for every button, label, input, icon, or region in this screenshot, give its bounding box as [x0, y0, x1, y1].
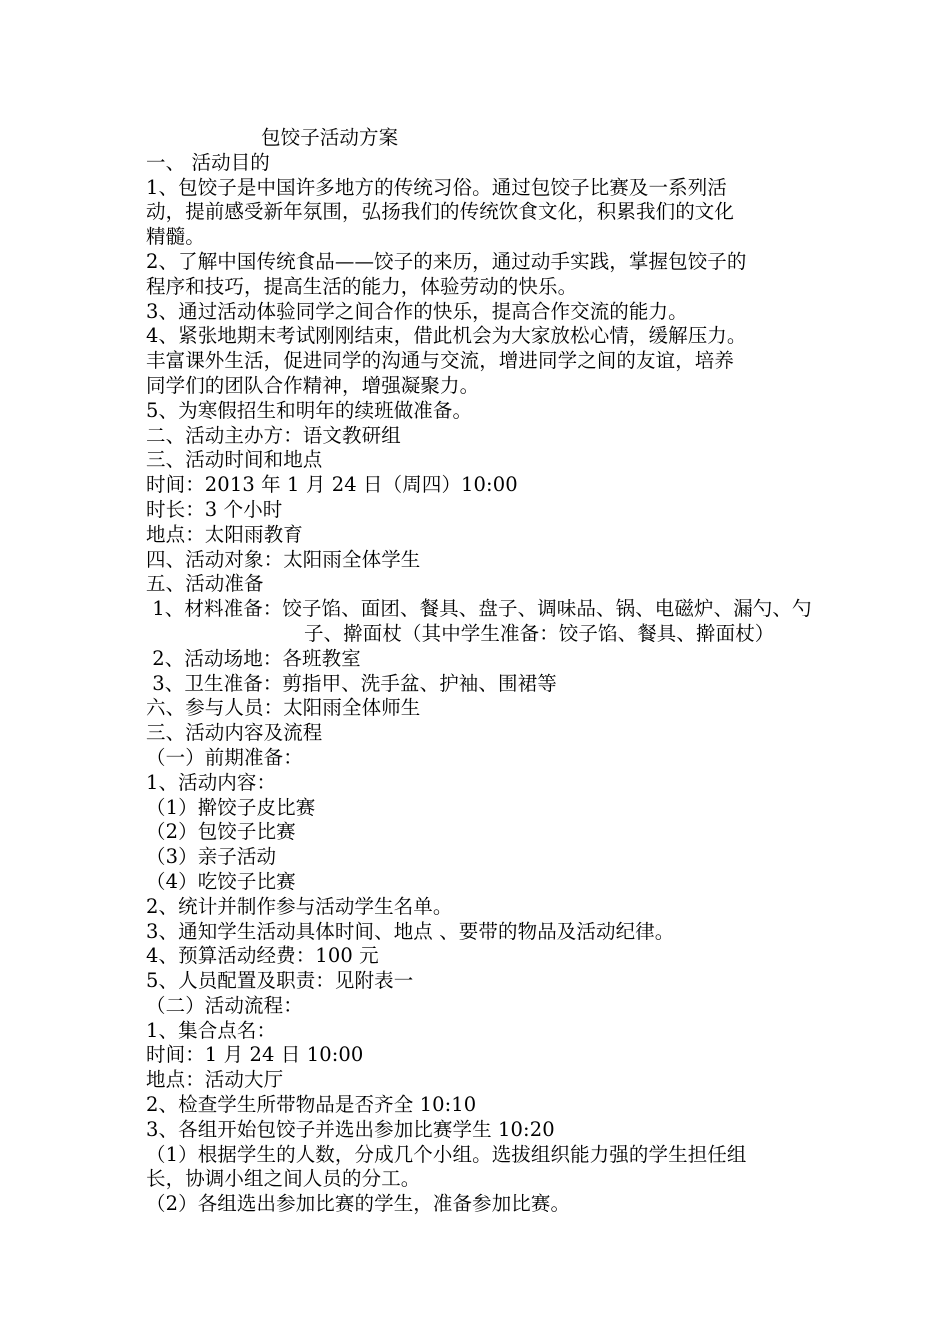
section-heading-preparation: 五、活动准备 — [146, 572, 264, 596]
text-line: （2）各组选出参加比赛的学生，准备参加比赛。 — [146, 1192, 571, 1216]
section-heading-audience: 四、活动对象：太阳雨全体学生 — [146, 547, 421, 571]
text-line: 长，协调小组之间人员的分工。 — [146, 1167, 421, 1191]
text-line: 2、了解中国传统食品——饺子的来历，通过动手实践，掌握包饺子的 — [146, 249, 747, 273]
text-line: 动，提前感受新年氛围，弘扬我们的传统饮食文化，积累我们的文化 — [146, 200, 735, 224]
text-line: 1、包饺子是中国许多地方的传统习俗。通过包饺子比赛及一系列活 — [146, 175, 727, 199]
text-line: 地点：活动大厅 — [146, 1068, 284, 1092]
text-line: 时间：2013 年 1 月 24 日（周四）10:00 — [146, 473, 518, 497]
text-line: 子、擀面杖（其中学生准备：饺子馅、餐具、擀面杖） — [304, 621, 775, 645]
text-line: 5、为寒假招生和明年的续班做准备。 — [146, 398, 473, 422]
text-line: 精髓。 — [146, 225, 205, 249]
text-line: 4、紧张地期末考试刚刚结束，借此机会为大家放松心情，缓解压力。 — [146, 324, 747, 348]
text-line: 3、通过活动体验同学之间合作的快乐，提高合作交流的能力。 — [146, 299, 688, 323]
text-line: 2、检查学生所带物品是否齐全 10:10 — [146, 1093, 477, 1117]
text-line: 5、人员配置及职责：见附表一 — [146, 969, 414, 993]
text-line: 丰富课外生活，促进同学的沟通与交流，增进同学之间的友谊，培养 — [146, 349, 735, 373]
text-line: 1、活动内容： — [146, 770, 277, 794]
text-line: 1、材料准备：饺子馅、面团、餐具、盘子、调味品、锅、电磁炉、漏勺、勺 — [146, 597, 812, 621]
section-heading-purpose: 一、 活动目的 — [146, 150, 270, 174]
text-line: 3、卫生准备：剪指甲、洗手盆、护袖、围裙等 — [146, 671, 557, 695]
section-heading-participants: 六、参与人员：太阳雨全体师生 — [146, 696, 421, 720]
text-line: 地点：太阳雨教育 — [146, 522, 303, 546]
list-item: （1）擀饺子皮比赛 — [146, 795, 316, 819]
text-line: 2、统计并制作参与活动学生名单。 — [146, 894, 453, 918]
text-line: （1）根据学生的人数，分成几个小组。选拔组织能力强的学生担任组 — [146, 1142, 747, 1166]
text-line: 程序和技巧，提高生活的能力，体验劳动的快乐。 — [146, 274, 578, 298]
section-heading-organizer: 二、活动主办方：语文教研组 — [146, 423, 401, 447]
subsection-heading-flow: （二）活动流程： — [146, 993, 303, 1017]
text-line: 2、活动场地：各班教室 — [146, 646, 361, 670]
list-item: （4）吃饺子比赛 — [146, 869, 296, 893]
document-title: 包饺子活动方案 — [261, 126, 399, 149]
subsection-heading-early-prep: （一）前期准备： — [146, 745, 303, 769]
text-line: 3、各组开始包饺子并选出参加比赛学生 10:20 — [146, 1117, 555, 1141]
list-item: （3）亲子活动 — [146, 845, 277, 869]
section-heading-time-place: 三、活动时间和地点 — [146, 448, 323, 472]
text-line: 3、通知学生活动具体时间、地点 、要带的物品及活动纪律。 — [146, 919, 675, 943]
text-line: 4、预算活动经费：100 元 — [146, 944, 379, 968]
text-line: 同学们的团队合作精神，增强凝聚力。 — [146, 373, 480, 397]
document-body — [146, 126, 826, 1217]
list-item: （2）包饺子比赛 — [146, 820, 296, 844]
section-heading-content-flow: 三、活动内容及流程 — [146, 721, 323, 745]
text-line: 1、集合点名： — [146, 1018, 277, 1042]
text-line: 时间：1 月 24 日 10:00 — [146, 1043, 364, 1067]
text-line: 时长：3 个小时 — [146, 497, 283, 521]
